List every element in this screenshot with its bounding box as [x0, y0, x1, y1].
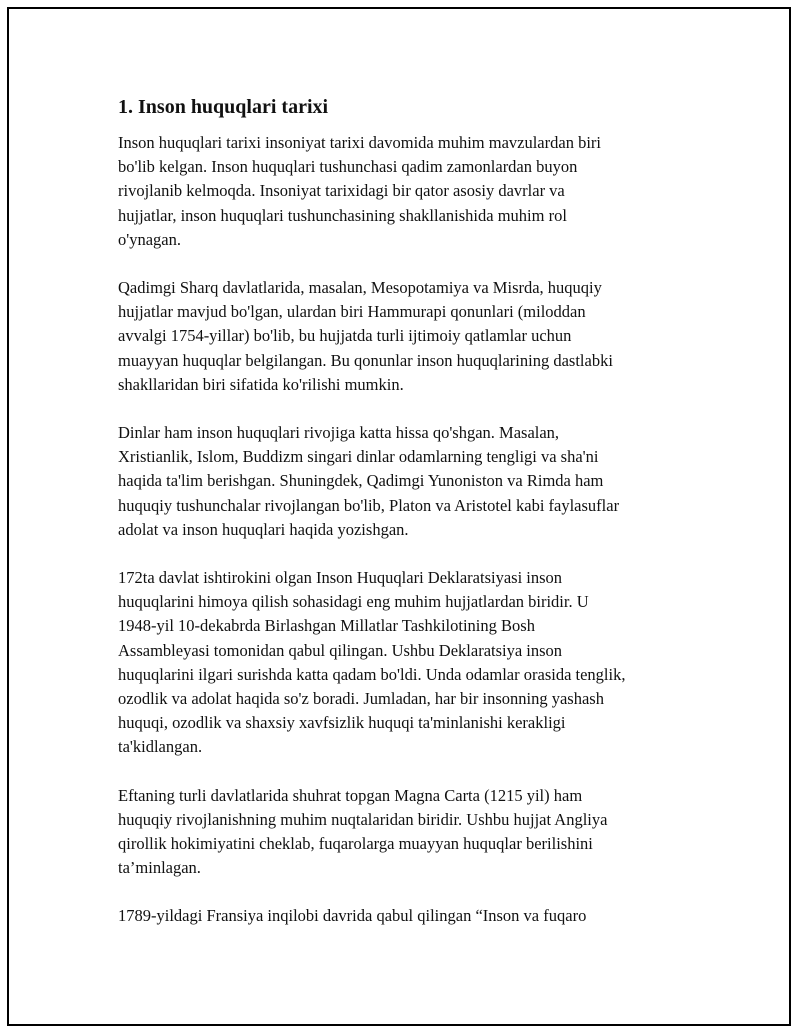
- paragraph: Eftaning turli davlatlarida shuhrat topgan Magna Carta (1215 yil) ham huquqiy rivojlanishning muhim nuqtalaridan biridir. Ushbu hujjat Angliya qirollik hokimiyatini cheklab, fuqarolarga muayyan huquqlar berilishini ta’minlagan.: [118, 785, 608, 878]
- paragraph: Inson huquqlari tarixi insoniyat tarixi davomida muhim mavzulardan biri bo'lib kelgan. Inson huquqlari tushunchasi qadim zamonlardan buyon rivojlanib kelmoqda. Insoniyat tarixidagi bir qator asosiy davrlar va hujjatlar, inson huquqlari tushunchasining shakllanishida muhim rol o'ynagan.: [118, 133, 601, 249]
- paragraph: 1789-yildagi Fransiya inqilobi davrida qabul qilingan “Inson va fuqaro: [118, 906, 587, 926]
- document-body: [118, 95, 698, 929]
- section-heading: 1. Inson huquqlari tarixi: [118, 96, 329, 118]
- paragraph: 172ta davlat ishtirokini olgan Inson Huquqlari Deklaratsiyasi inson huquqlarini himoya qilish sohasidagi eng muhim hujjatlardan biridir. U 1948-yil 10-dekabrda Birlashgan Millatlar Tashkilotining Bosh Assambleyasi tomonidan qabul qilingan. Ushbu Deklaratsiya inson huquqlarini ilgari surishda katta qadam bo'ldi. Unda odamlar orasida tenglik, ozodlik va adolat haqida so'z boradi. Jumladan, har bir insonning yashash huquqi, ozodlik va shaxsiy xavfsizlik huquqi ta'minlanishi kerakligi ta'kidlangan.: [118, 568, 626, 757]
- paragraph: Dinlar ham inson huquqlari rivojiga katta hissa qo'shgan. Masalan, Xristianlik, Islom, Buddizm singari dinlar odamlarning tengligi va sha'ni haqida ta'lim berishgan. Shuningdek, Qadimgi Yunoniston va Rimda ham huquqiy tushunchalar rivojlangan bo'lib, Platon va Aristotel kabi faylasuflar adolat va inson huquqlari haqida yozishgan.: [118, 423, 620, 539]
- paragraph: Qadimgi Sharq davlatlarida, masalan, Mesopotamiya va Misrda, huquqiy hujjatlar mavjud bo'lgan, ulardan biri Hammurapi qonunlari (miloddan avvalgi 1754-yillar) bo'lib, bu hujjatda turli ijtimoiy qatlamlar uchun muayyan huquqlar belgilangan. Bu qonunlar inson huquqlarining dastlabki shakllaridan biri sifatida ko'rilishi mumkin.: [118, 278, 613, 394]
